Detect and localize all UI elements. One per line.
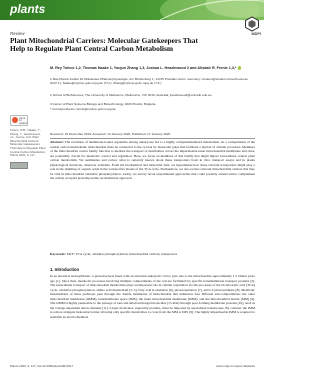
correspondence <box>50 108 255 112</box>
author-list <box>50 66 250 71</box>
abstract-label: Abstract: <box>50 140 64 144</box>
check-updates-label: check for updates <box>19 117 28 125</box>
license-wrapper <box>10 162 46 168</box>
keywords <box>50 252 255 257</box>
abstract <box>50 140 255 181</box>
footer-citation: Plants 2020, 9, 117; doi:10.3390/plants9010117 <box>10 364 74 368</box>
paper-title: Plant Mitochondrial Carriers: Molecular Gatekeepers That Help to Regulate Plant Central Carbon Metabolism <box>10 36 198 54</box>
affiliation-3: 3 Center of Plant Systems Biology and Biotechnology, 4000 Plovdiv, Bulgaria <box>50 102 156 106</box>
received-dates: Received: 19 December 2019; Accepted: 13 January 2020; Published: 17 January 2020 <box>50 132 171 136</box>
publisher-name: MDPI <box>251 32 261 36</box>
correspondence-text: * Correspondence: fernie@mpimp-golm.mpg.de <box>50 107 116 111</box>
mdpi-logo-icon[interactable] <box>244 16 260 32</box>
check-icon <box>12 117 18 123</box>
check-updates-wrapper <box>10 115 46 125</box>
journal-banner <box>0 0 264 20</box>
check-updates-button[interactable] <box>10 115 28 126</box>
page-footer <box>10 364 255 368</box>
citation-note: Toleco, M.R.; Naake, T.; Zhang, Y.; Heazlewood, J.L.; Fernie, A.R. Plant Mitochondrial Carriers: Molecular Gatekeepers That Help to Regulate Plant Central Carbon Metabolism. Plants 2020, 9, 117. <box>10 128 46 158</box>
sidebar <box>10 85 46 168</box>
article-type: Review <box>10 31 25 36</box>
affiliation-1: 1 Max-Planck-Institut für Molekulare Pflanzenphysiologie, Am Mühlenberg 1, 14476 Potsdam-Golm, Germany; mtoleco@student.unimelb.edu.au (M.R.T.); Naake@mpimp-golm.mpg.de (T.N.); Zhang@mpimp-golm.mpg.de (Y.Z.) <box>50 77 248 85</box>
affiliation-2: 2 School of BioSciences, The University of Melbourne, Melbourne, VIC 3010, Australia; jheazlewood@unimelb.edu.au <box>50 93 212 97</box>
keywords-label: Keywords: <box>50 252 66 256</box>
keywords-text: MCF; TCA cycle; oxidative phosphorylation; mitochondrial carriers; transporters <box>66 252 178 256</box>
orcid-icon[interactable] <box>238 66 241 69</box>
journal-name: plants <box>10 2 46 16</box>
introduction-text: In an ancestral endosymbiotic α-proteobacteria fused with an ancestral eukaryotic cell to give rise to the mitochondria approximately 1.5 billion years ago [1]. Since then, metabolic processes involving multiple compartments of the cell are facilitated by specific transmembrane transport proteins [2]. The intracellular transport of mitochondrial metabolites plays an important role in cellular respiration via the processes of the tricarboxylic acid (TCA) cycle, oxidative phosphorylation, amino acid metabolism [3–5], fatty acid β-oxidation [6], photorespiration [7], and C4 photosynthesis [8]. Metabolic intermediates of these pathways pass through the double membrane of mitochondria that delineates four different sub-compartments: the outer mitochondrial membrane (OMM), intermembrane space (IMS), the inner mitochondrial membrane (IMM), and the mitochondrial matrix (MM) [9]. The OMM is highly permeable to the passage of ions and small uncharged molecules (≤5 kDa) through pore-forming membrane proteins [10], such as the voltage-dependent anion channels [11]. Larger molecules, especially proteins, must be imported by specialized translocases. By contrast, the IMM is a more stringent molecular barrier allowing only specific metabolites to cross from the MM to IMS [9]. The highly impermeable IMM is required to establish an electrochemical <box>50 274 255 319</box>
cc-license-icon[interactable] <box>10 162 28 169</box>
abstract-text: The evolution of membrane-bound organelles among eukaryotes led to a highly compartmentalized metabolism. As a compartment of the central carbon metabolism, mitochondria must be connected to the cytosol by molecular gates that facilitate a myriad of cellular processes. Members of the mitochondrial carrier family function to mediate the transport of metabolites across the impermeable inner mitochondrial membrane and, thus, are potentially crucial for metabolic control and regulation. Here, we focus on members of this family that might impact intracellular central plant carbon metabolism. We summarize and review what is currently known about these transporters from in vitro transport assays and in planta physiological functions, wherever available. From the biochemical and molecular data, we hypothesize how these relevant transporters might play a role in the shuttling of organic acids in the various flux modes of the TCA cycle. Furthermore, we also review relevant mitochondrial carriers that may be vital in mitochondrial oxidative phosphorylation. Lastly, we survey novel experimental approaches that could possibly extend and/or complement the widely accepted proteoliposome reconstitution approach. <box>50 140 255 181</box>
footer-journal-link[interactable]: www.mdpi.com/journal/plants <box>216 364 255 368</box>
authors-text: M. Rey Toleco 1,2, Thomas Naake 1, Youjun Zhang 1,3, Joshua L. Heazlewood 2 and Alisdair R. Fernie 1,3,* <box>50 66 237 70</box>
divider <box>50 138 255 139</box>
section-heading: 1. Introduction <box>50 267 80 272</box>
